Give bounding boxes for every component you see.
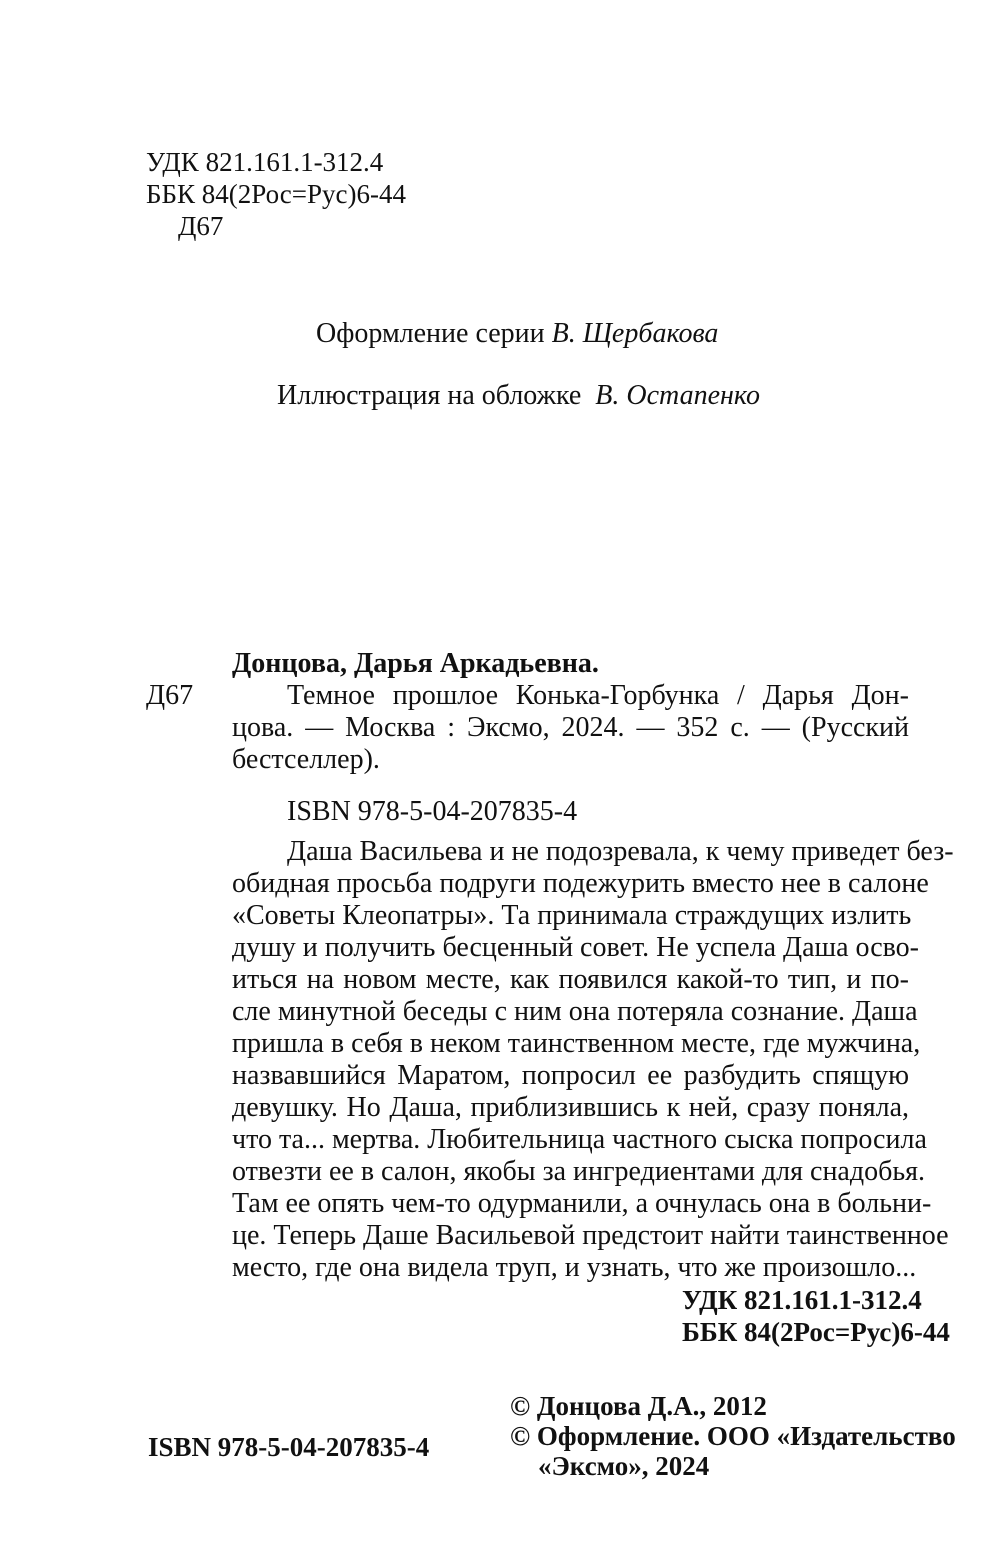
description-line: цова. — Москва : Эксмо, 2024. — 352 с. — (Русский <box>232 712 909 743</box>
bbk-code: ББК 84(2Рос=Рус)6-44 <box>146 179 406 209</box>
udk-code: УДК 821.161.1-312.4 <box>146 147 384 177</box>
annotation-line: место, где она видела труп, и узнать, что же произошло... <box>232 1252 917 1283</box>
annotation-line: девушку. Но Даша, приблизившись к ней, сразу поняла, <box>232 1092 909 1123</box>
catalog-isbn: ISBN 978-5-04-207835-4 <box>287 796 578 827</box>
annotation-line: Там ее опять чем-то одурманили, а очнулась она в больни- <box>232 1188 932 1219</box>
annotation-line: отвезти ее в салон, якобы за ингредиентами для снадобья. <box>232 1156 925 1187</box>
description-line: бестселлер). <box>232 744 380 775</box>
cover-illustration-label: Иллюстрация на обложке <box>277 380 582 411</box>
annotation-line: назвавшийся Маратом, попросил ее разбудить спящую <box>232 1060 909 1091</box>
annotation-line: что та... мертва. Любительница частного сыска попросила <box>232 1124 927 1155</box>
annotation-line: це. Теперь Даше Васильевой предстоит найти таинственное <box>232 1220 949 1251</box>
card-bbk-code: ББК 84(2Рос=Рус)6-44 <box>682 1317 950 1347</box>
author-sign: Д67 <box>178 211 224 241</box>
annotation-line: пришла в себя в неком таинственном месте, где мужчина, <box>232 1028 921 1059</box>
series-design-name: В. Щербакова <box>551 318 719 349</box>
annotation-line: сле минутной беседы с ним она потеряла сознание. Даша <box>232 996 918 1027</box>
copyright-design-continued: «Эксмо», 2024 <box>538 1451 710 1481</box>
description-line: Темное прошлое Конька-Горбунка / Дарья Дон- <box>287 680 909 711</box>
author-heading: Донцова, Дарья Аркадьевна. <box>232 648 599 679</box>
footer-isbn: ISBN 978-5-04-207835-4 <box>148 1432 430 1462</box>
annotation-line: иться на новом месте, как появился какой-то тип, и по- <box>232 964 909 995</box>
copyright-design: © Оформление. ООО «Издательство <box>510 1421 956 1451</box>
copyright-author: © Донцова Д.А., 2012 <box>510 1391 767 1421</box>
annotation-line: душу и получить бесценный совет. Не успела Даша осво- <box>232 932 919 963</box>
catalog-author-sign: Д67 <box>146 680 194 711</box>
annotation-line: Даша Васильева и не подозревала, к чему приведет без- <box>287 836 954 867</box>
card-udk-code: УДК 821.161.1-312.4 <box>682 1285 922 1315</box>
series-design-label: Оформление серии <box>316 318 545 349</box>
cover-illustration-credit <box>277 380 760 412</box>
series-design-credit <box>316 318 718 350</box>
cover-illustration-name: В. Остапенко <box>595 380 760 411</box>
annotation-line: обидная просьба подруги подежурить вместо нее в салоне <box>232 868 929 899</box>
annotation-line: «Советы Клеопатры». Та принимала страждущих излить <box>232 900 912 931</box>
